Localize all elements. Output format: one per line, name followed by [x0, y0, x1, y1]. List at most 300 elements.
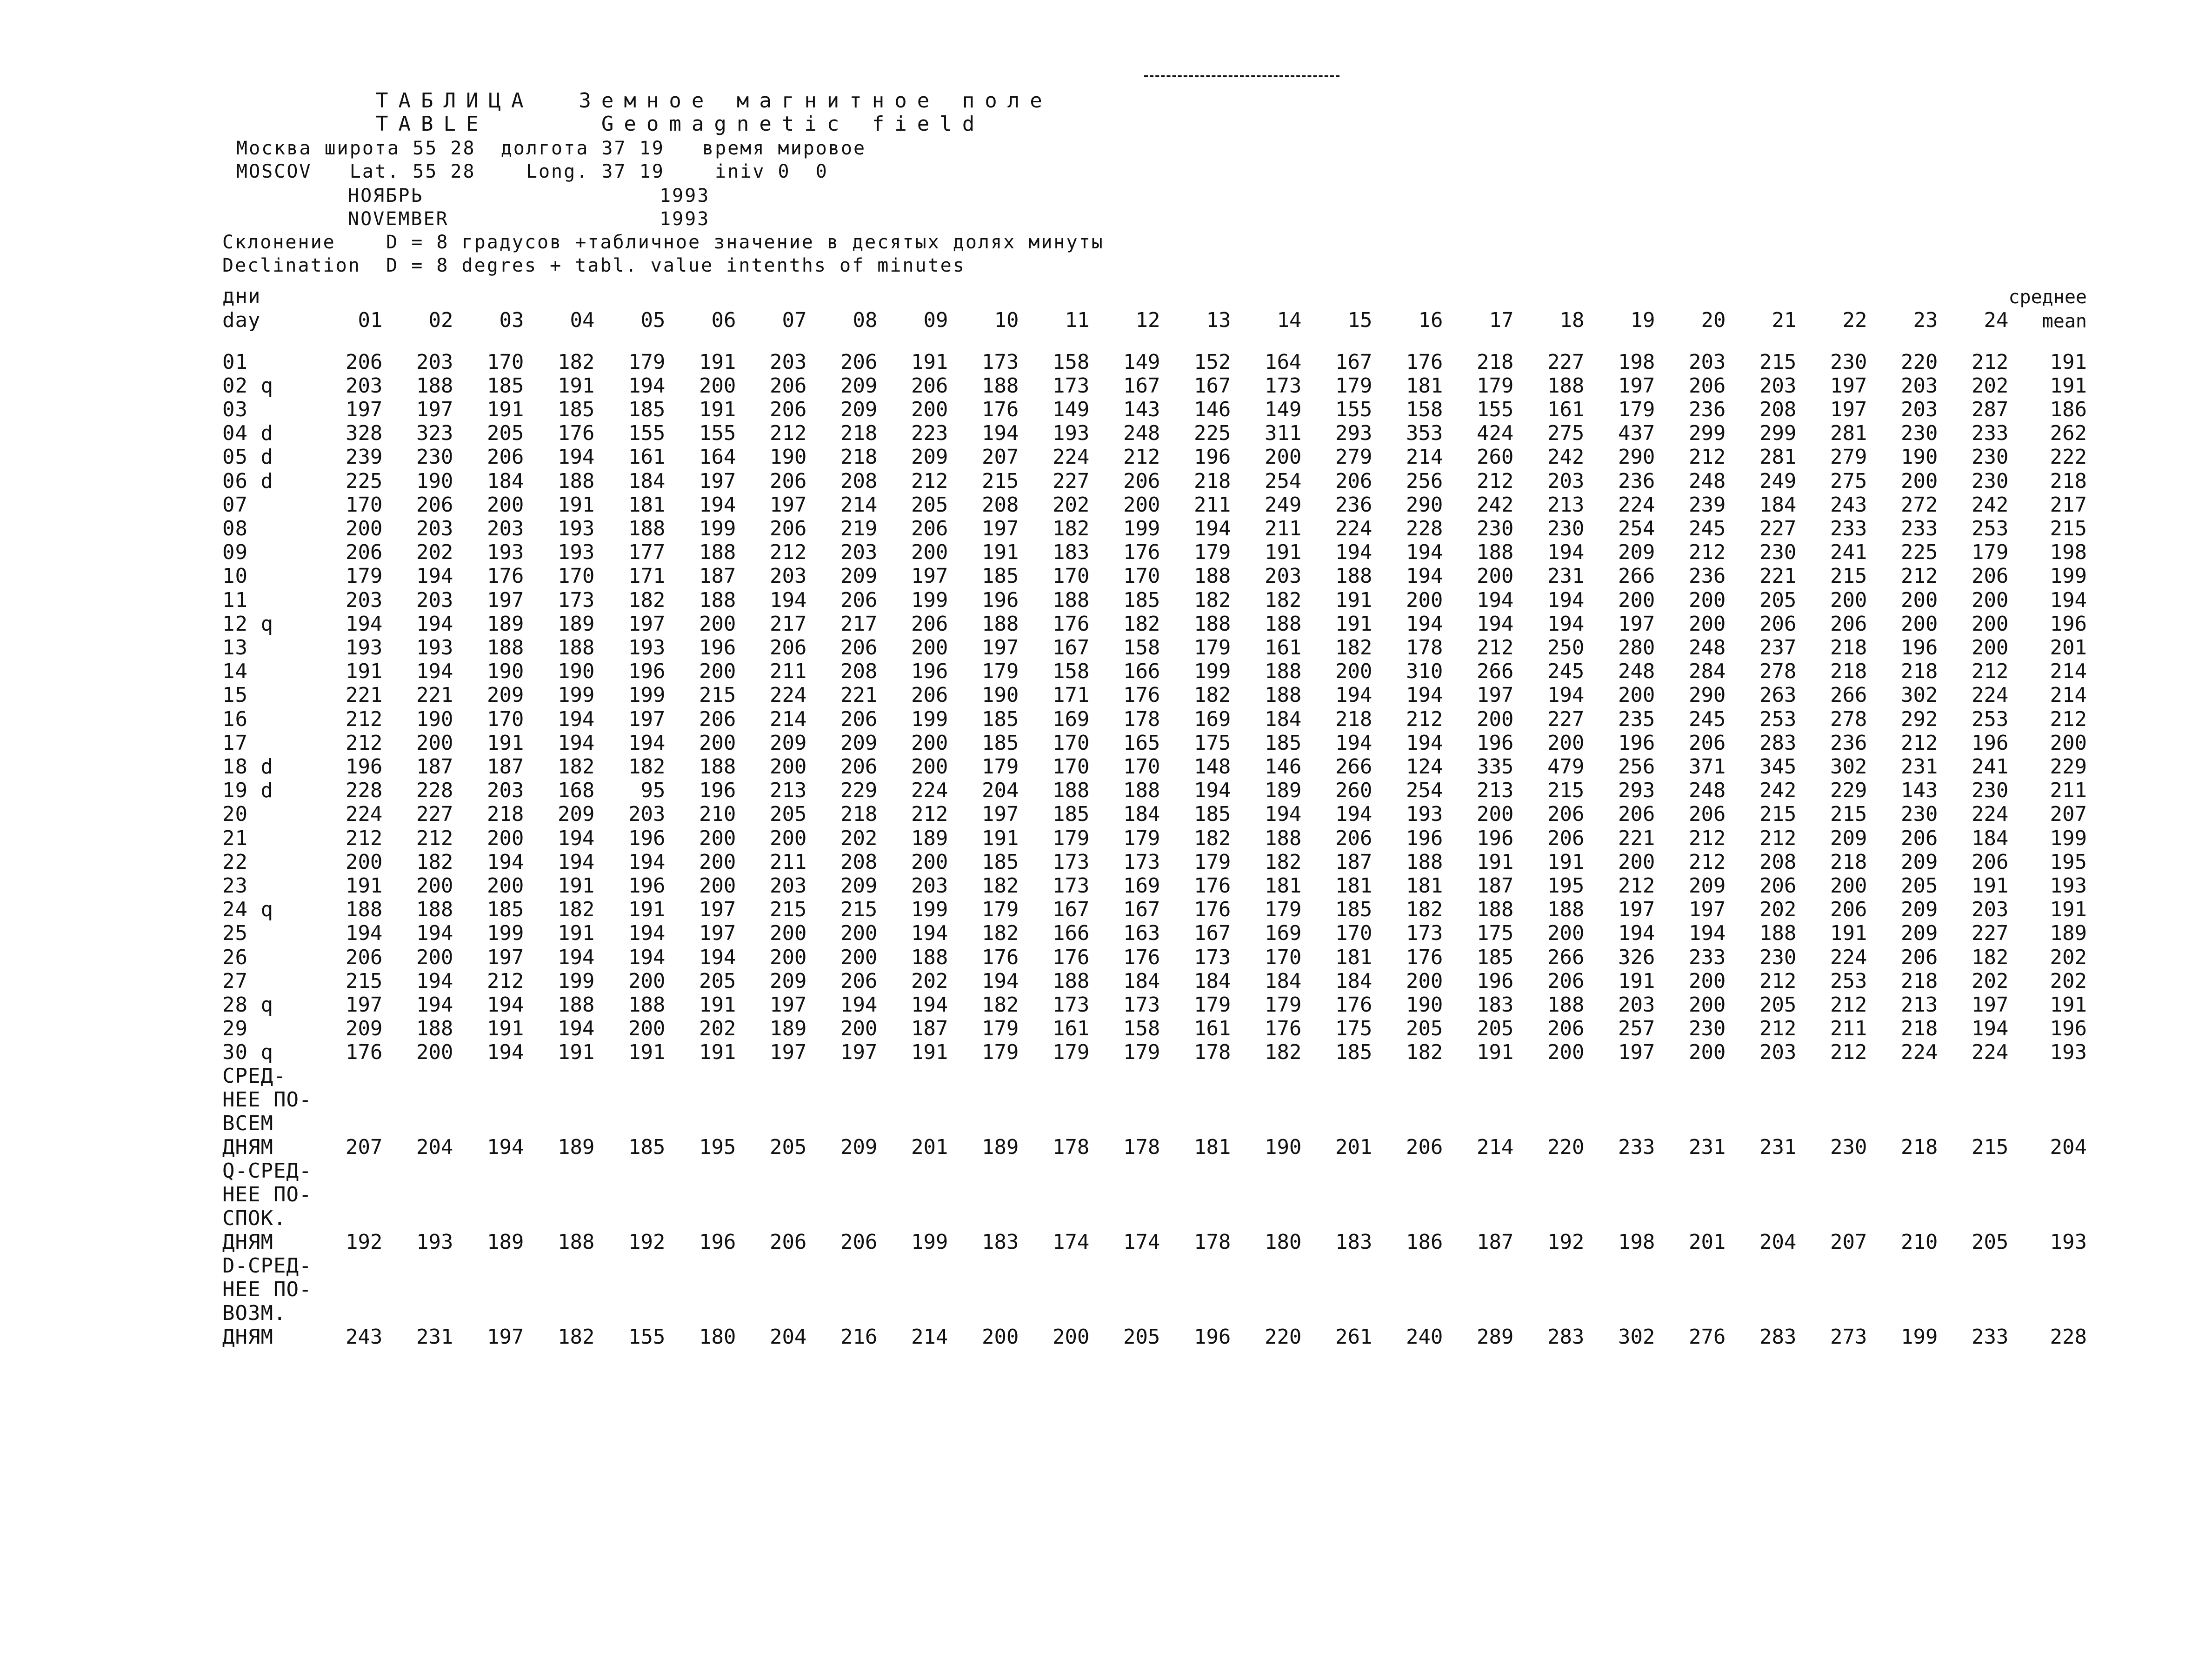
value-cell: 185 [981, 707, 1019, 731]
value-cell: 182 [1193, 826, 1231, 850]
value-cell: 197 [1476, 683, 1514, 707]
summary-value-cell: 155 [628, 1325, 666, 1349]
value-cell: 188 [699, 540, 736, 564]
value-cell: 182 [1406, 898, 1443, 921]
value-cell: 218 [1830, 636, 1867, 660]
value-cell: 206 [1547, 802, 1585, 826]
value-cell: 200 [840, 946, 878, 969]
value-cell: 179 [1193, 993, 1231, 1017]
value-cell: 213 [769, 779, 807, 802]
value-cell: 188 [981, 612, 1019, 636]
value-cell: 173 [1052, 993, 1090, 1017]
summary-value-cell: 204 [416, 1135, 453, 1159]
value-cell: 185 [628, 398, 666, 421]
value-cell: 206 [769, 398, 807, 421]
summary-row [222, 1135, 2087, 1159]
value-cell: 206 [345, 350, 383, 374]
value-cell: 227 [1971, 921, 2009, 945]
value-cell: 200 [1900, 588, 1938, 612]
value-cell: 275 [1547, 421, 1585, 445]
day-cell: 05 d [222, 445, 273, 469]
value-cell: 212 [1688, 850, 1726, 874]
value-cell: 233 [1830, 517, 1867, 540]
value-cell: 257 [1618, 1017, 1655, 1040]
day-cell: 28 q [222, 993, 273, 1017]
summary-value-cell: 204 [769, 1325, 807, 1349]
value-cell: 206 [1688, 374, 1726, 398]
value-cell: 171 [628, 564, 666, 588]
hour-header: 20 [1701, 308, 1726, 332]
value-cell: 212 [1688, 540, 1726, 564]
table-row [222, 779, 2087, 802]
value-cell: 206 [1688, 731, 1726, 755]
value-cell: 217 [840, 612, 878, 636]
value-cell: 278 [1830, 707, 1867, 731]
table-row [222, 1040, 2087, 1064]
value-cell: 196 [1476, 731, 1514, 755]
summary-value-cell: 204 [1759, 1230, 1797, 1254]
value-cell: 124 [1406, 755, 1443, 779]
value-cell: 182 [416, 850, 453, 874]
summary-value-cell: 197 [486, 1325, 524, 1349]
value-cell: 236 [1688, 564, 1726, 588]
summary-value-cell: 183 [1335, 1230, 1373, 1254]
summary-value-cell: 206 [840, 1230, 878, 1254]
value-cell: 230 [1547, 517, 1585, 540]
summary-value-cell: 201 [911, 1135, 948, 1159]
value-cell: 200 [699, 826, 736, 850]
mean-label-ru: среднее [2008, 286, 2087, 308]
value-cell: 248 [1618, 660, 1655, 683]
value-cell: 188 [416, 1017, 453, 1040]
summary-value-cell: 261 [1335, 1325, 1373, 1349]
value-cell: 173 [1123, 850, 1160, 874]
value-cell: 479 [1547, 755, 1585, 779]
value-cell: 179 [1123, 826, 1160, 850]
value-cell: 241 [1830, 540, 1867, 564]
summary-value-cell: 209 [840, 1135, 878, 1159]
summary-value-cell: 233 [1971, 1325, 2009, 1349]
day-cell: 15 [222, 683, 248, 707]
value-cell: 290 [1406, 493, 1443, 517]
value-cell: 212 [1900, 731, 1938, 755]
value-cell: 168 [557, 779, 595, 802]
value-cell: 182 [1264, 1040, 1302, 1064]
value-cell: 190 [1900, 445, 1938, 469]
value-cell: 194 [557, 850, 595, 874]
value-cell: 191 [1830, 921, 1867, 945]
value-cell: 203 [769, 564, 807, 588]
value-cell: 178 [1123, 707, 1160, 731]
value-cell: 191 [557, 493, 595, 517]
value-cell: 189 [486, 612, 524, 636]
value-cell: 292 [1900, 707, 1938, 731]
value-cell: 205 [1406, 1017, 1443, 1040]
summary-value-cell: 230 [1830, 1135, 1867, 1159]
value-cell: 184 [1264, 969, 1302, 993]
value-cell: 190 [557, 660, 595, 683]
value-cell: 229 [840, 779, 878, 802]
header-row-hours [222, 308, 2087, 332]
value-cell: 299 [1688, 421, 1726, 445]
value-cell: 194 [416, 612, 453, 636]
value-cell: 212 [486, 969, 524, 993]
value-cell: 194 [699, 946, 736, 969]
value-cell: 187 [911, 1017, 948, 1040]
summary-label: СРЕД- [222, 1064, 286, 1088]
value-cell: 278 [1759, 660, 1797, 683]
value-cell: 185 [1476, 946, 1514, 969]
value-cell: 181 [1406, 874, 1443, 898]
value-cell: 256 [1406, 469, 1443, 493]
value-cell: 143 [1900, 779, 1938, 802]
value-cell: 221 [840, 683, 878, 707]
value-cell: 194 [345, 921, 383, 945]
value-cell: 230 [416, 445, 453, 469]
value-cell: 202 [1052, 493, 1090, 517]
value-cell: 371 [1688, 755, 1726, 779]
summary-value-cell: 192 [345, 1230, 383, 1254]
mean-cell: 215 [2050, 517, 2087, 540]
value-cell: 179 [981, 898, 1019, 921]
value-cell: 206 [911, 374, 948, 398]
value-cell: 215 [345, 969, 383, 993]
summary-value-cell: 201 [1335, 1135, 1373, 1159]
value-cell: 197 [981, 636, 1019, 660]
value-cell: 224 [1971, 1040, 2009, 1064]
mean-cell: 186 [2050, 398, 2087, 421]
value-cell: 188 [1476, 898, 1514, 921]
summary-label: ВСЕМ [222, 1112, 273, 1135]
value-cell: 194 [557, 445, 595, 469]
table-row [222, 612, 2087, 636]
value-cell: 182 [557, 898, 595, 921]
value-cell: 230 [1830, 350, 1867, 374]
value-cell: 191 [1618, 969, 1655, 993]
value-cell: 202 [416, 540, 453, 564]
value-cell: 185 [981, 564, 1019, 588]
value-cell: 182 [1264, 588, 1302, 612]
value-cell: 231 [1900, 755, 1938, 779]
summary-value-cell: 207 [1830, 1230, 1867, 1254]
value-cell: 293 [1335, 421, 1373, 445]
value-cell: 235 [1618, 707, 1655, 731]
value-cell: 197 [699, 469, 736, 493]
value-cell: 242 [1476, 493, 1514, 517]
value-cell: 182 [1971, 946, 2009, 969]
value-cell: 199 [699, 517, 736, 540]
value-cell: 203 [1900, 374, 1938, 398]
value-cell: 204 [981, 779, 1019, 802]
value-cell: 194 [911, 993, 948, 1017]
value-cell: 194 [1193, 517, 1231, 540]
hour-header: 14 [1277, 308, 1302, 332]
value-cell: 191 [981, 826, 1019, 850]
value-cell: 155 [1476, 398, 1514, 421]
value-cell: 196 [1618, 731, 1655, 755]
value-cell: 227 [1759, 517, 1797, 540]
value-cell: 188 [1193, 612, 1231, 636]
value-cell: 225 [345, 469, 383, 493]
value-cell: 190 [981, 683, 1019, 707]
value-cell: 218 [840, 445, 878, 469]
summary-mean-cell: 193 [2050, 1230, 2087, 1254]
value-cell: 299 [1759, 421, 1797, 445]
value-cell: 188 [911, 946, 948, 969]
value-cell: 184 [628, 469, 666, 493]
summary-value-cell: 231 [1688, 1135, 1726, 1159]
value-cell: 212 [1406, 707, 1443, 731]
value-cell: 200 [628, 969, 666, 993]
value-cell: 218 [1900, 1017, 1938, 1040]
value-cell: 237 [1759, 636, 1797, 660]
day-label-en: day [222, 308, 261, 332]
value-cell: 208 [840, 850, 878, 874]
value-cell: 188 [1264, 826, 1302, 850]
value-cell: 194 [1335, 731, 1373, 755]
value-cell: 200 [345, 850, 383, 874]
value-cell: 179 [1264, 898, 1302, 921]
day-cell: 14 [222, 660, 248, 683]
value-cell: 188 [486, 636, 524, 660]
value-cell: 197 [840, 1040, 878, 1064]
value-cell: 155 [1335, 398, 1373, 421]
value-cell: 242 [1971, 493, 2009, 517]
table-row [222, 636, 2087, 660]
summary-mean-cell: 228 [2050, 1325, 2087, 1349]
day-cell: 22 [222, 850, 248, 874]
value-cell: 200 [911, 540, 948, 564]
value-cell: 230 [1759, 946, 1797, 969]
value-cell: 196 [981, 588, 1019, 612]
value-cell: 196 [1971, 731, 2009, 755]
value-cell: 196 [911, 660, 948, 683]
value-cell: 191 [1547, 850, 1585, 874]
value-cell: 194 [1406, 731, 1443, 755]
value-cell: 206 [840, 755, 878, 779]
value-cell: 215 [699, 683, 736, 707]
value-cell: 203 [1759, 1040, 1797, 1064]
value-cell: 182 [981, 921, 1019, 945]
value-cell: 184 [1335, 969, 1373, 993]
value-cell: 200 [486, 493, 524, 517]
value-cell: 179 [981, 755, 1019, 779]
value-cell: 170 [1052, 731, 1090, 755]
value-cell: 188 [1123, 779, 1160, 802]
table-row [222, 969, 2087, 993]
value-cell: 203 [486, 517, 524, 540]
value-cell: 188 [628, 993, 666, 1017]
value-cell: 166 [1123, 660, 1160, 683]
month-en: NOVEMBER [348, 208, 449, 230]
value-cell: 188 [1052, 588, 1090, 612]
value-cell: 191 [345, 660, 383, 683]
value-cell: 197 [345, 398, 383, 421]
value-cell: 196 [699, 636, 736, 660]
value-cell: 266 [1476, 660, 1514, 683]
value-cell: 203 [416, 517, 453, 540]
value-cell: 221 [416, 683, 453, 707]
value-cell: 227 [1547, 350, 1585, 374]
summary-value-cell: 215 [1971, 1135, 2009, 1159]
hour-header: 13 [1206, 308, 1231, 332]
value-cell: 194 [1406, 612, 1443, 636]
value-cell: 189 [911, 826, 948, 850]
value-cell: 210 [699, 802, 736, 826]
summary-row [222, 1325, 2087, 1349]
value-cell: 206 [1335, 469, 1373, 493]
value-cell: 218 [1335, 707, 1373, 731]
value-cell: 206 [1547, 826, 1585, 850]
value-cell: 191 [486, 398, 524, 421]
value-cell: 194 [557, 707, 595, 731]
mean-cell: 193 [2050, 1040, 2087, 1064]
value-cell: 245 [1688, 707, 1726, 731]
value-cell: 209 [1688, 874, 1726, 898]
value-cell: 191 [1971, 874, 2009, 898]
value-cell: 211 [769, 850, 807, 874]
value-cell: 187 [1476, 874, 1514, 898]
value-cell: 205 [486, 421, 524, 445]
value-cell: 279 [1335, 445, 1373, 469]
summary-value-cell: 201 [1688, 1230, 1726, 1254]
value-cell: 190 [416, 707, 453, 731]
summary-value-cell: 216 [840, 1325, 878, 1349]
value-cell: 205 [1900, 874, 1938, 898]
value-cell: 185 [1052, 802, 1090, 826]
value-cell: 182 [1335, 636, 1373, 660]
value-cell: 215 [1759, 802, 1797, 826]
hour-header: 11 [1065, 308, 1090, 332]
value-cell: 335 [1476, 755, 1514, 779]
value-cell: 206 [840, 350, 878, 374]
value-cell: 266 [1335, 755, 1373, 779]
value-cell: 230 [1900, 421, 1938, 445]
day-cell: 17 [222, 731, 248, 755]
value-cell: 173 [1406, 921, 1443, 945]
value-cell: 170 [1264, 946, 1302, 969]
mean-cell: 222 [2050, 445, 2087, 469]
value-cell: 206 [1547, 1017, 1585, 1040]
summary-value-cell: 283 [1547, 1325, 1585, 1349]
value-cell: 206 [1688, 802, 1726, 826]
value-cell: 196 [628, 874, 666, 898]
value-cell: 200 [486, 826, 524, 850]
value-cell: 203 [1971, 898, 2009, 921]
table-row [222, 660, 2087, 683]
value-cell: 155 [628, 421, 666, 445]
value-cell: 182 [1123, 612, 1160, 636]
summary-label-row [222, 1278, 2087, 1301]
value-cell: 200 [1688, 588, 1726, 612]
value-cell: 170 [486, 707, 524, 731]
value-cell: 184 [1264, 707, 1302, 731]
value-cell: 185 [557, 398, 595, 421]
value-cell: 206 [840, 588, 878, 612]
value-cell: 143 [1123, 398, 1160, 421]
value-cell: 206 [769, 374, 807, 398]
hour-header: 08 [853, 308, 878, 332]
value-cell: 182 [628, 755, 666, 779]
value-cell: 206 [1900, 826, 1938, 850]
table-row [222, 469, 2087, 493]
summary-label-row [222, 1159, 2087, 1183]
table-row [222, 1017, 2087, 1040]
summary-value-cell: 289 [1476, 1325, 1514, 1349]
value-cell: 194 [416, 564, 453, 588]
value-cell: 173 [1052, 874, 1090, 898]
value-cell: 194 [628, 731, 666, 755]
value-cell: 214 [769, 707, 807, 731]
value-cell: 173 [1052, 374, 1090, 398]
table-row [222, 540, 2087, 564]
value-cell: 280 [1618, 636, 1655, 660]
value-cell: 197 [628, 707, 666, 731]
value-cell: 194 [557, 946, 595, 969]
value-cell: 209 [840, 731, 878, 755]
value-cell: 302 [1900, 683, 1938, 707]
value-cell: 189 [769, 1017, 807, 1040]
value-cell: 209 [840, 564, 878, 588]
value-cell: 203 [345, 588, 383, 612]
month-ru: НОЯБРЬ [348, 185, 424, 207]
value-cell: 175 [1476, 921, 1514, 945]
value-cell: 224 [1052, 445, 1090, 469]
value-cell: 248 [1688, 779, 1726, 802]
value-cell: 185 [1335, 1040, 1373, 1064]
value-cell: 200 [1547, 1040, 1585, 1064]
value-cell: 200 [1830, 588, 1867, 612]
value-cell: 188 [557, 993, 595, 1017]
value-cell: 193 [416, 636, 453, 660]
value-cell: 167 [1193, 374, 1231, 398]
value-cell: 203 [840, 540, 878, 564]
value-cell: 206 [1618, 802, 1655, 826]
value-cell: 176 [1406, 350, 1443, 374]
value-cell: 176 [486, 564, 524, 588]
value-cell: 197 [699, 898, 736, 921]
value-cell: 200 [1406, 588, 1443, 612]
value-cell: 200 [699, 660, 736, 683]
hour-header: 05 [640, 308, 666, 332]
hour-header: 03 [499, 308, 524, 332]
value-cell: 245 [1688, 517, 1726, 540]
day-cell: 12 q [222, 612, 273, 636]
value-cell: 197 [1688, 898, 1726, 921]
value-cell: 200 [769, 826, 807, 850]
value-cell: 176 [981, 398, 1019, 421]
value-cell: 248 [1688, 636, 1726, 660]
value-cell: 170 [1123, 564, 1160, 588]
value-cell: 215 [840, 898, 878, 921]
hour-header: 06 [711, 308, 736, 332]
value-cell: 206 [1547, 969, 1585, 993]
value-cell: 199 [486, 921, 524, 945]
value-cell: 194 [1335, 802, 1373, 826]
value-cell: 205 [1759, 588, 1797, 612]
value-cell: 279 [1830, 445, 1867, 469]
value-cell: 213 [1547, 493, 1585, 517]
summary-label-row [222, 1088, 2087, 1112]
value-cell: 194 [416, 969, 453, 993]
summary-value-cell: 231 [1759, 1135, 1797, 1159]
value-cell: 178 [1193, 1040, 1231, 1064]
value-cell: 293 [1618, 779, 1655, 802]
hour-header: 10 [994, 308, 1019, 332]
value-cell: 212 [1123, 445, 1160, 469]
value-cell: 188 [1193, 564, 1231, 588]
hour-header: 16 [1418, 308, 1443, 332]
